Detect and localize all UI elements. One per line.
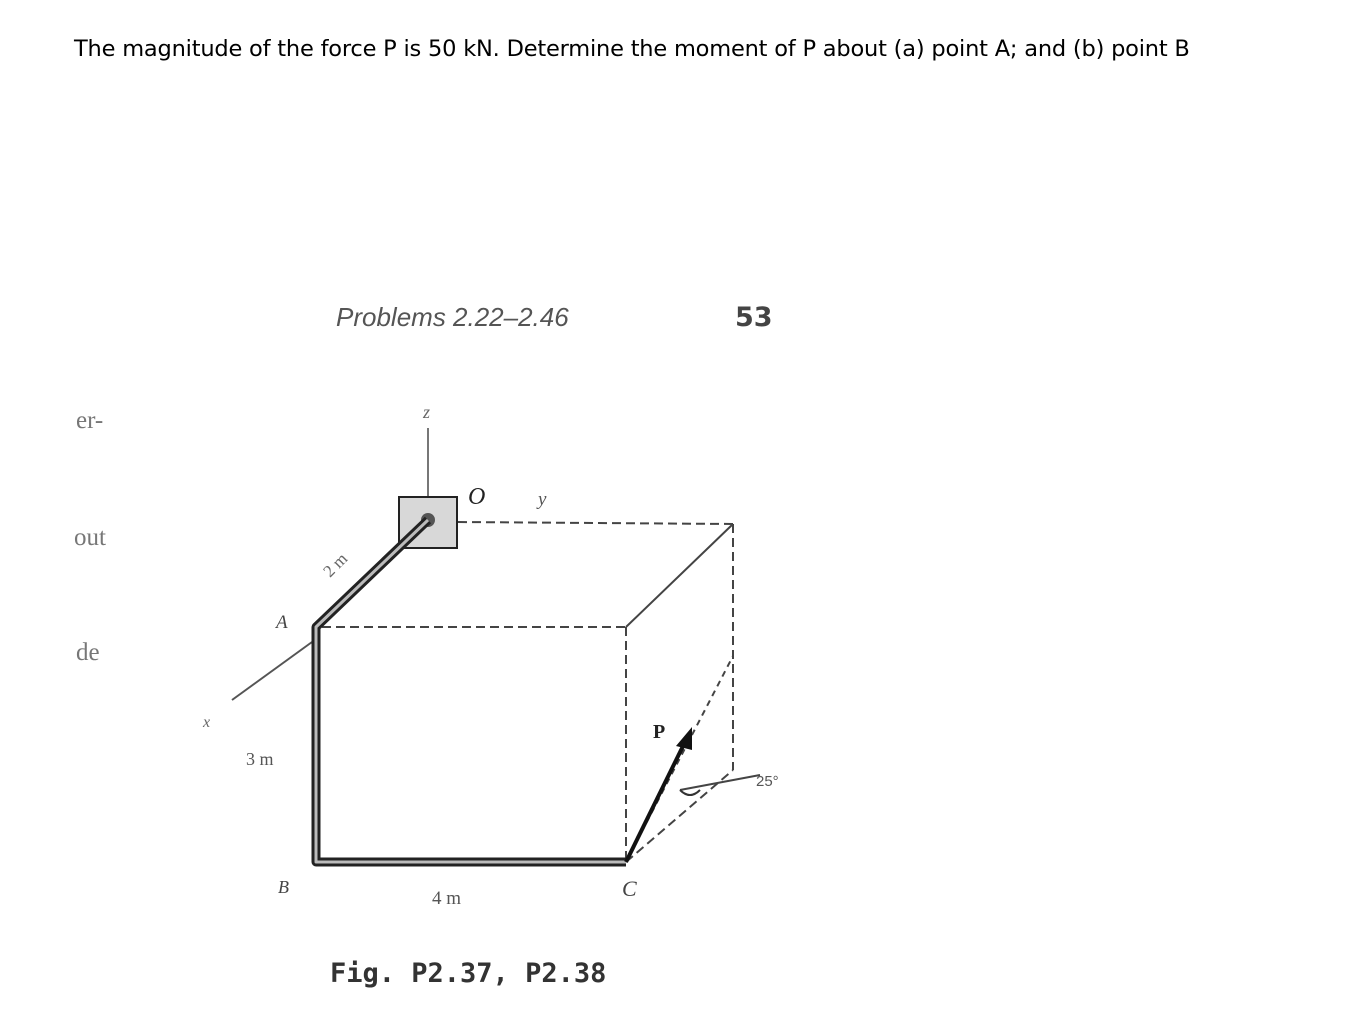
point-O-label: O <box>468 484 486 510</box>
dimension-AB: 3 m <box>246 749 274 769</box>
force-P-arrowhead <box>676 727 692 750</box>
margin-fragment-3: de <box>76 639 100 666</box>
point-B-label: B <box>278 877 289 897</box>
x-axis <box>232 642 312 700</box>
force-P-label: P <box>653 721 666 743</box>
bent-rod-highlight <box>316 520 626 862</box>
page-number: 53 <box>735 302 773 333</box>
x-axis-label: x <box>203 714 211 731</box>
bent-rod <box>316 520 626 862</box>
dimension-OA: 2 m <box>319 549 352 581</box>
margin-fragment-2: out <box>74 524 106 551</box>
z-axis-label: z <box>423 402 431 422</box>
box-outline <box>322 522 760 862</box>
angle-arc <box>680 790 700 795</box>
point-A-label: A <box>276 612 288 633</box>
point-C-label: C <box>622 876 637 901</box>
page-section-header: Problems 2.22–2.46 <box>336 302 569 332</box>
dimension-BC: 4 m <box>432 888 462 909</box>
y-axis-label: y <box>538 489 547 510</box>
problem-statement: The magnitude of the force P is 50 kN. Determine the moment of P about (a) point A; and (b) point B <box>74 36 1190 62</box>
figure-caption: Fig. P2.37, P2.38 <box>330 958 607 989</box>
angle-label: 25° <box>756 773 779 790</box>
force-P-arrow <box>626 740 686 862</box>
margin-fragment-1: er- <box>76 407 104 434</box>
